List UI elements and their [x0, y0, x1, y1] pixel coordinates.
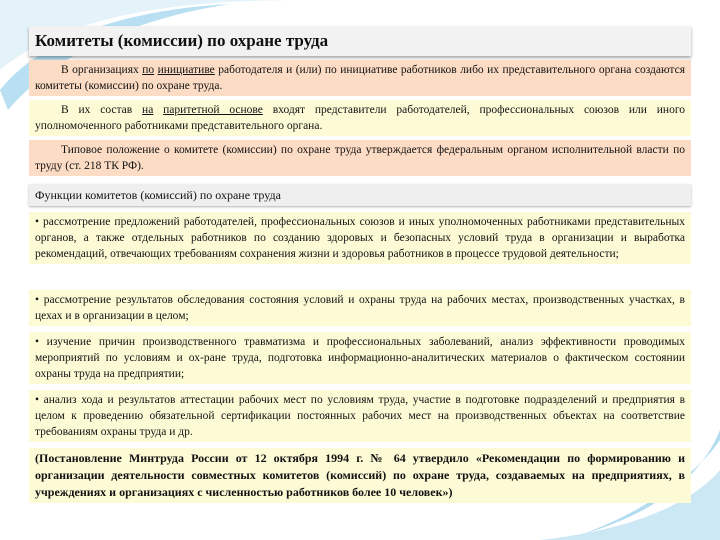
text-span: В их состав [61, 104, 143, 116]
underlined-text: паритетной основе [163, 104, 263, 116]
underlined-text: инициативе [157, 64, 215, 76]
paragraph-composition [29, 100, 691, 136]
text-span: В организациях [61, 64, 143, 76]
underlined-text: на [142, 104, 154, 116]
text-span: входят представители работодателей, профессиональных союзов или иного уполномоченного работниками представительного органа. [35, 104, 686, 132]
slide-content [29, 22, 691, 518]
underlined-text: по [142, 64, 155, 76]
paragraph-typical-regulation: Типовое положение о комитете (комиссии) по охране труда утверждается федеральным органом исполнительной власти по труду (ст. 218 ТК РФ). [29, 140, 691, 176]
resolution-reference: (Постановление Минтруда России от 12 октября 1994 г. № 64 утвердило «Рекомендации по формированию и организации деятельности совместных комитетов (комиссий) по охране труда, создаваемых на предприятиях, в учреждениях и организациях с численностью работников более 10 человек») [29, 448, 691, 503]
text-span: работодателя и (или) по инициативе работников либо их представительного органа создаются комитеты (комиссии) по охране труда. [35, 64, 685, 92]
slide-title: Комитеты (комиссии) по охране труда [29, 26, 691, 56]
paragraph-initiative [29, 60, 691, 96]
functions-heading: Функции комитетов (комиссий) по охране труда [29, 184, 691, 206]
function-item-3: • изучение причин производственного травматизма и профессиональных заболеваний, анализ эффективности проводимых мероприятий по условиям и ох-ране труда, подготовка информационно-аналитических материалов о фактическом состоянии охраны труда на предприятии; [29, 332, 691, 384]
function-item-1: • рассмотрение предложений работодателей, профессиональных союзов и иных уполномоченных работниками представительных органов, а также отдельных работников по созданию здоровых и безопасных условий труда в организации и выработка рекомендаций, отвечающих требованиям сохранения жизни и здоровья работников в процессе трудовой деятельности; [29, 212, 691, 264]
text-span [153, 104, 163, 116]
function-item-2: • рассмотрение результатов обследования состояния условий и охраны труда на рабочих местах, производственных участках, в цехах и в организации в целом; [29, 290, 691, 326]
function-item-4: • анализ хода и результатов аттестации рабочих мест по условиям труда, участие в подготовке подразделений и предприятия в целом к проведению обязательной сертификации постоянных рабочих мест на производственных объектах на соответствие требованиям охраны труда и др. [29, 390, 691, 442]
